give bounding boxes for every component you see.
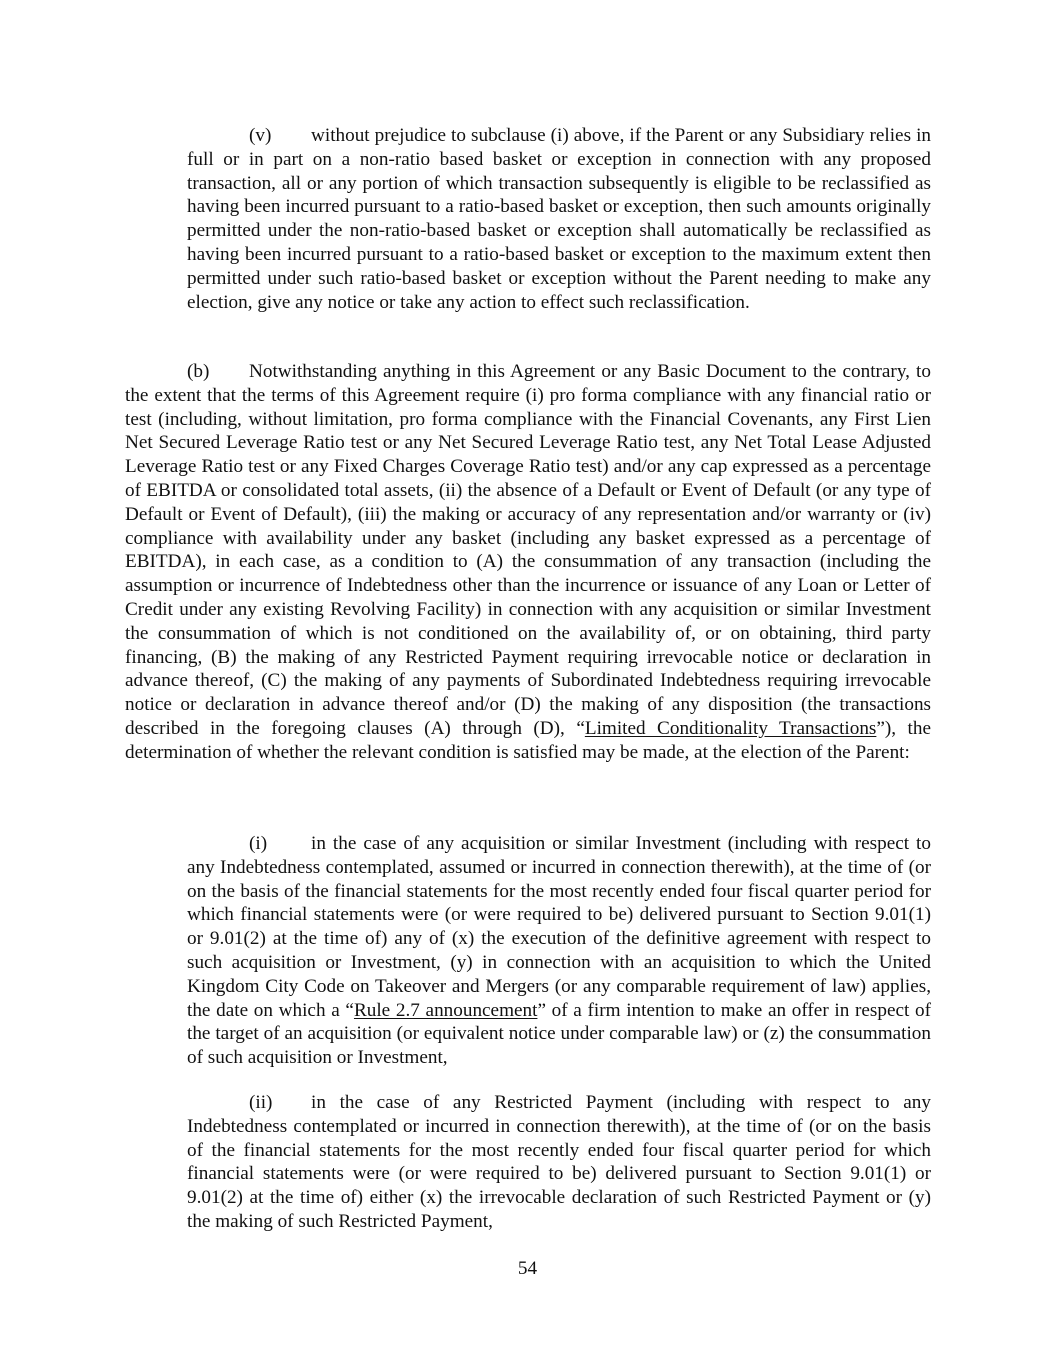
paragraph-ii-marker: (ii) <box>249 1092 273 1113</box>
defined-term-rule-2-7-announcement: Rule 2.7 announcement <box>353 999 538 1021</box>
paragraph-i-text-after: ” of a firm intention to make an offer in respect of the target of an acquisition (or equivalent notice under comparable law) or (z) the consummation of such acquisition or Investment, <box>187 999 932 1069</box>
defined-term-limited-conditionality-transactions: Limited Conditionality Transactions <box>584 717 877 739</box>
paragraph-v <box>187 124 931 314</box>
paragraph-i <box>187 832 931 1070</box>
paragraph-b-marker: (b) <box>187 361 210 382</box>
paragraph-ii-text: in the case of any Restricted Payment (including with respect to any Indebtedness contemplated or incurred in connection therewith), at the time of (or on the basis of the financial statements for the most recently ended four fiscal quarter period for which financial statements were (or were required to be) delivered pursuant to Section 9.01(1) or 9.01(2) at the time of) either (x) the irrevocable declaration of such Restricted Payment or (y) the making of such Restricted Payment, <box>187 1092 931 1232</box>
paragraph-v-text: without prejudice to subclause (i) above, if the Parent or any Subsidiary relies in full or in part on a non-ratio based basket or exception in connection with any proposed transaction, all or any portion of which transaction subsequently is eligible to be reclassified as having been incurred pursuant to a ratio-based basket or exception, then such amounts originally permitted under the non-ratio-based basket or exception shall automatically be reclassified as having been incurred pursuant to a ratio-based basket or exception to the maximum extent then permitted under such ratio-based basket or exception without the Parent needing to make any election, give any notice or take any action to effect such reclassification. <box>187 125 931 313</box>
paragraph-b <box>125 360 931 765</box>
paragraph-i-text-before: in the case of any acquisition or similar Investment (including with respect to any Indebtedness contemplated, assumed or incurred in connection therewith), at the time of (or on the basis of the financial statements for the most recently ended four fiscal quarter period for which financial statements were (or were required to be) delivered pursuant to Section 9.01(1) or 9.01(2) at the time of) any of (x) the execution of the definitive agreement with respect to such acquisition or Investment, (y) in connection with an acquisition to which the United Kingdom City Code on Takeover and Mergers (or any comparable requirement of law) applies, the date on which a “ <box>187 833 931 1021</box>
paragraph-ii <box>187 1091 931 1234</box>
paragraph-b-text-after: ”), the determination of whether the relevant condition is satisfied may be made, at the election of the Parent: <box>125 717 931 763</box>
paragraph-b-text-before: Notwithstanding anything in this Agreement or any Basic Document to the contrary, to the extent that the terms of this Agreement require (i) pro forma compliance with any financial ratio or test (including, without limitation, pro forma compliance with the Financial Covenants, any First Lien Net Secured Leverage Ratio test or any Net Secured Leverage Ratio test, any Net Total Lease Adjusted Leverage Ratio test or any Fixed Charges Coverage Ratio test) and/or any cap expressed as a percentage of EBITDA or consolidated total assets, (ii) the absence of a Default or Event of Default (or any type of Default or Event of Default), (iii) the making or accuracy of any representation and/or warranty or (iv) compliance with availability under any basket (including any basket expressed as a percentage of EBITDA), in each case, as a condition to (A) the consummation of any transaction (including the assumption or incurrence of Indebtedness other than the incurrence or issuance of any Loan or Letter of Credit under any existing Revolving Facility) in connection with any acquisition or similar Investment the consummation of which is not conditioned on the availability of, or on obtaining, third party financing, (B) the making of any Restricted Payment requiring irrevocable notice or declaration in advance thereof, (C) the making of any payments of Subordinated Indebtedness requiring irrevocable notice or declaration in advance thereof and/or (D) the making of any disposition (the transactions described in the foregoing clauses (A) through (D), “ <box>125 361 931 739</box>
page-number: 54 <box>517 1258 538 1279</box>
paragraph-i-marker: (i) <box>249 833 268 854</box>
paragraph-v-marker: (v) <box>249 125 272 146</box>
